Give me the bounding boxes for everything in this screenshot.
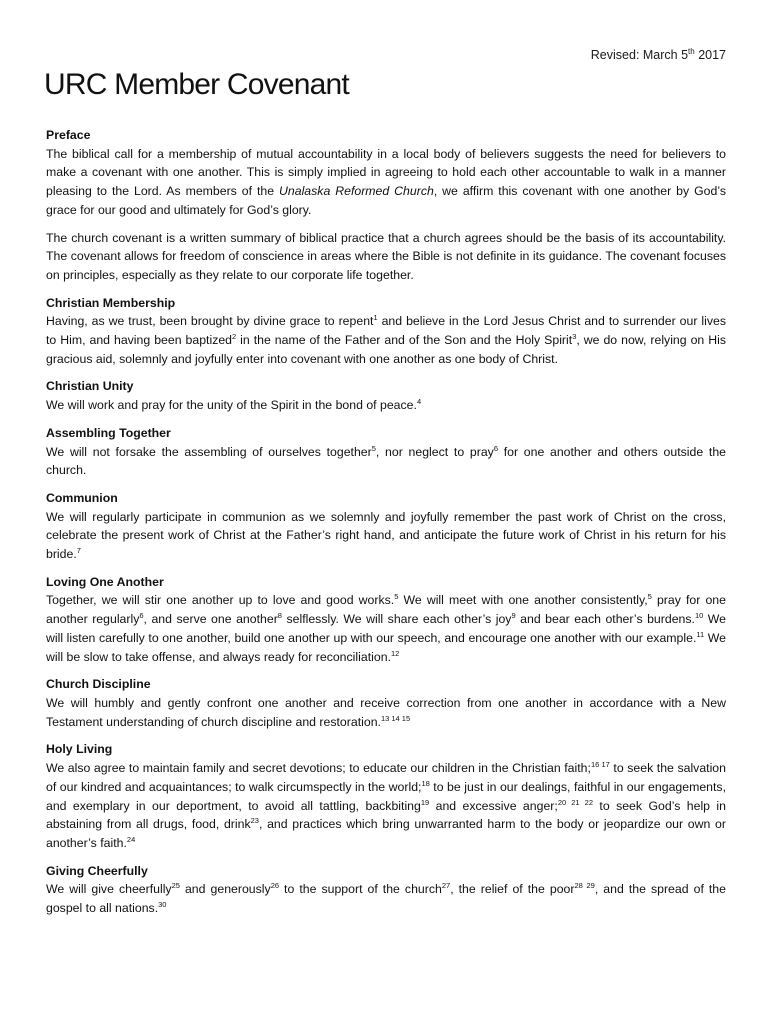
footnote-ref: 3 [572, 331, 577, 341]
footnote-ref: 6 [139, 611, 144, 621]
section-assembling-together [46, 424, 726, 480]
section-paragraph [46, 396, 726, 415]
section-loving-one-another [46, 573, 726, 667]
text-run: to seek the salvation of our kindred and acquaintances; to walk circumspectly in the world; [46, 761, 726, 794]
text-run: We will work and pray for the unity of the Spirit in the bond of peace. [46, 398, 417, 413]
text-run: to be just in our dealings, faithful in our engagements, and exemplary in our deportment, to avoid all tattling, backbiting [46, 779, 726, 813]
text-run: , and the spread of the gospel to all nations. [46, 882, 726, 916]
text-run: for one another and others outside the church. [46, 444, 727, 478]
section-paragraph [46, 508, 726, 564]
footnote-ref: 20 21 22 [557, 797, 593, 807]
footnote-ref: 2 [232, 331, 237, 341]
text-run: We also agree to maintain family and secret devotions; to educate our children in the Christian faith; [46, 761, 591, 776]
text-run: , nor neglect to pray [375, 444, 494, 459]
footnote-ref: 4 [416, 397, 422, 407]
text-run: in the name of the Father and of the Son and the Holy Spirit [236, 333, 573, 348]
revised-year: 2017 [694, 48, 726, 63]
section-christian-membership [46, 294, 726, 369]
footnote-ref: 6 [493, 443, 498, 453]
text-run: and generously [179, 882, 271, 897]
footnote-ref: 28 29 [574, 881, 595, 891]
text-run: We will be slow to take offense, and always ready for reconciliation. [46, 630, 727, 664]
footnote-ref: 25 [171, 881, 180, 891]
text-run: We will give cheerfully [46, 882, 172, 897]
section-church-discipline [46, 675, 726, 731]
section-heading: Communion [46, 490, 118, 505]
text-run: to seek God’s help in abstaining from all drugs, food, drink [46, 798, 726, 832]
footnote-ref: 9 [511, 611, 516, 621]
section-holy-living [46, 740, 726, 852]
text-run: We will humbly and gently confront one another and receive correction from one another in accordance with a New Testament understanding of church discipline and restoration. [46, 695, 726, 729]
section-paragraph [46, 759, 726, 853]
footnote-ref: 23 [250, 816, 259, 826]
section-paragraph [46, 694, 726, 731]
text-run: Having, as we trust, been brought by divine grace to repent [46, 314, 374, 329]
text-run: , and practices which bring unwarranted harm to the body or jeopardize our own or another’s faith. [46, 817, 726, 850]
text-run: pray for one another regularly [46, 593, 726, 627]
footnote-ref: 18 [421, 778, 430, 788]
footnote-ref: 10 [694, 611, 704, 621]
section-heading: Church Discipline [46, 677, 151, 692]
church-name: Unalaska Reformed Church [279, 184, 434, 199]
section-heading: Christian Membership [46, 295, 176, 310]
footnote-ref: 5 [394, 592, 399, 602]
footnote-ref: 27 [441, 881, 451, 891]
section-heading: Holy Living [46, 742, 113, 757]
section-paragraph [46, 880, 726, 917]
footnote-ref: 13 14 15 [380, 713, 411, 723]
text-run: selflessly. We will share each other’s joy [281, 612, 512, 627]
footnote-ref: 7 [76, 545, 81, 555]
text-run: and excessive anger; [429, 798, 558, 813]
revised-date [591, 47, 726, 62]
section-christian-unity [46, 377, 726, 414]
footnote-ref: 19 [420, 797, 430, 807]
text-run: We will meet with one another consistently, [398, 593, 648, 608]
text-run: , we do now, relying on His gracious aid, solemnly and joyfully enter into covenant with one another as one body of Christ. [46, 333, 726, 366]
section-heading: Christian Unity [46, 379, 134, 394]
text-run: We will listen carefully to one another, build one another up with our speech, and encourage one another with our example. [46, 612, 727, 645]
preface-paragraph-2: The church covenant is a written summary of biblical practice that a church agrees should be the basis of its accountability. The covenant allows for freedom of conscience in areas where the Bible is not definite in its guidance. The covenant focuses on principles, especially as they relate to our corporate life together. [46, 230, 726, 282]
document-body [46, 126, 726, 927]
section-giving-cheerfully [46, 862, 726, 918]
text-run: and believe in the Lord Jesus Christ and to surrender our lives to Him, and having been baptized [46, 314, 726, 348]
footnote-ref: 30 [158, 899, 167, 909]
section-communion [46, 489, 726, 564]
preface-paragraph-1 [46, 145, 726, 220]
revised-suffix: th [688, 47, 695, 56]
section-preface [46, 126, 726, 285]
section-heading: Preface [46, 128, 91, 142]
text-run: Together, we will stir one another up to love and good works. [46, 593, 395, 608]
footnote-ref: 11 [696, 629, 705, 639]
footnote-ref: 1 [373, 313, 378, 323]
footnote-ref: 16 17 [590, 760, 610, 769]
revised-prefix: Revised: March 5 [590, 48, 689, 63]
section-paragraph [46, 591, 726, 666]
text-run: , the relief of the poor [450, 882, 575, 897]
section-paragraph [46, 312, 726, 368]
section-paragraph [46, 443, 726, 480]
section-heading: Giving Cheerfully [46, 863, 148, 878]
document-title: URC Member Covenant [44, 68, 349, 101]
footnote-ref: 24 [126, 834, 136, 844]
footnote-ref: 8 [277, 611, 282, 621]
text-run: and bear each other’s burdens. [515, 612, 695, 627]
section-heading: Assembling Together [46, 425, 171, 440]
footnote-ref: 12 [390, 648, 400, 658]
text-run: , and serve one another [143, 612, 278, 627]
section-heading: Loving One Another [46, 574, 164, 589]
text-run: We will regularly participate in communion as we solemnly and joyfully remember the past work of Christ on the cross, celebrate the present work of Christ at the Father’s right hand, and anticipate the future work of Christ in his return for his bride. [46, 509, 726, 562]
text-run: The biblical call for a membership of mutual accountability in a local body of believers suggests the need for believers to make a covenant with one another. This is simply implied in agreeing to hold each other accountable to walk in a manner pleasing to the Lord. As members of the [46, 146, 726, 199]
text-run: to the support of the church [279, 882, 442, 897]
text-run: , we affirm this covenant with one another by God’s grace for our good and ultimately for God’s glory. [46, 184, 726, 217]
footnote-ref: 5 [647, 592, 652, 602]
text-run: We will not forsake the assembling of ourselves together [46, 444, 372, 459]
footnote-ref: 26 [270, 881, 280, 891]
footnote-ref: 5 [371, 443, 376, 453]
